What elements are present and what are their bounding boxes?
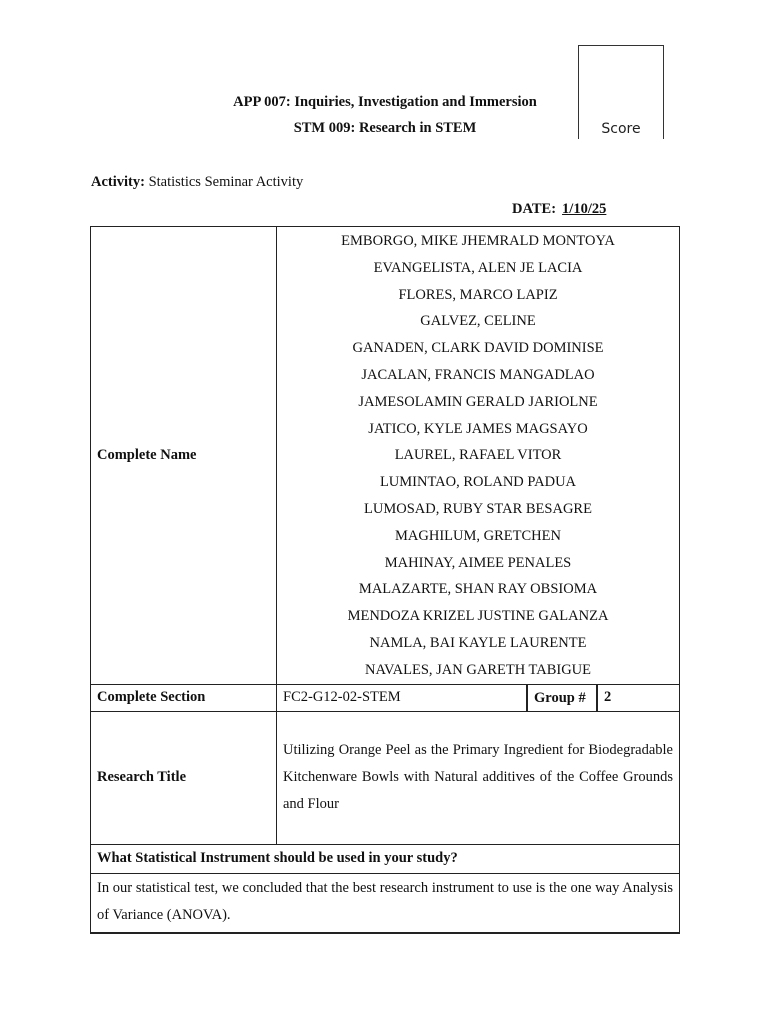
member-name: GANADEN, CLARK DAVID DOMINISE [352, 340, 604, 357]
member-name: JAMESOLAMIN GERALD JARIOLNE [358, 393, 598, 410]
score-box [578, 45, 664, 139]
date-label: DATE: [512, 201, 557, 217]
member-name: MALAZARTE, SHAN RAY OBSIOMA [358, 581, 598, 598]
activity-label: Activity: [91, 174, 145, 190]
section-value: FC2-G12-02-STEM [283, 689, 401, 706]
member-name: MAGHILUM, GRETCHEN [395, 527, 561, 544]
member-name: EMBORGO, MIKE JHEMRALD MONTOYA [341, 233, 615, 249]
group-value: 2 [604, 689, 612, 706]
member-name: LUMOSAD, RUBY STAR BESAGRE [364, 500, 592, 517]
date-value: 1/10/25 [562, 201, 607, 217]
group-label: Group # [526, 685, 598, 711]
member-name: JATICO, KYLE JAMES MAGSAYO [368, 420, 588, 437]
member-name: NAVALES, JAN GARETH TABIGUE [364, 661, 592, 678]
date-line [512, 201, 618, 218]
member-name: MENDOZA KRIZEL JUSTINE GALANZA [347, 608, 609, 625]
activity-line [91, 174, 303, 191]
member-name: LUMINTAO, ROLAND PADUA [379, 474, 577, 491]
member-name: MAHINAY, AIMEE PENALES [384, 554, 572, 571]
section-row [91, 684, 680, 711]
member-name: FLORES, MARCO LAPIZ [398, 286, 558, 303]
answer-row [91, 873, 680, 933]
section-cell [277, 684, 680, 711]
research-title-row [91, 711, 680, 844]
member-name: GALVEZ, CELINE [420, 313, 536, 330]
statistical-instrument-answer: In our statistical test, we concluded that the best research instrument to use is the one way Analysis of Variance (ANOVA). [91, 873, 680, 933]
statistical-instrument-question: What Statistical Instrument should be used in your study? [91, 844, 680, 873]
question-row [91, 844, 680, 873]
member-name: LAUREL, RAFAEL VITOR [394, 447, 562, 464]
complete-section-label: Complete Section [91, 684, 277, 711]
names-list [277, 227, 680, 685]
activity-form-table [90, 226, 680, 934]
member-name: NAMLA, BAI KAYLE LAURENTE [369, 634, 587, 651]
activity-value: Statistics Seminar Activity [148, 174, 304, 190]
complete-name-label: Complete Name [91, 227, 277, 685]
member-name: JACALAN, FRANCIS MANGADLAO [361, 366, 595, 383]
member-name: EVANGELISTA, ALEN JE LACIA [373, 259, 583, 276]
course-title-app007: APP 007: Inquiries, Investigation and Immersion [233, 94, 537, 110]
names-row [91, 227, 680, 685]
score-label: Score [601, 121, 641, 137]
research-title-value: Utilizing Orange Peel as the Primary Ingredient for Biodegradable Kitchenware Bowls with Natural additives of the Coffee Grounds and Flour [277, 711, 680, 844]
research-title-label: Research Title [91, 711, 277, 844]
course-title-stm009: STM 009: Research in STEM [293, 120, 477, 136]
